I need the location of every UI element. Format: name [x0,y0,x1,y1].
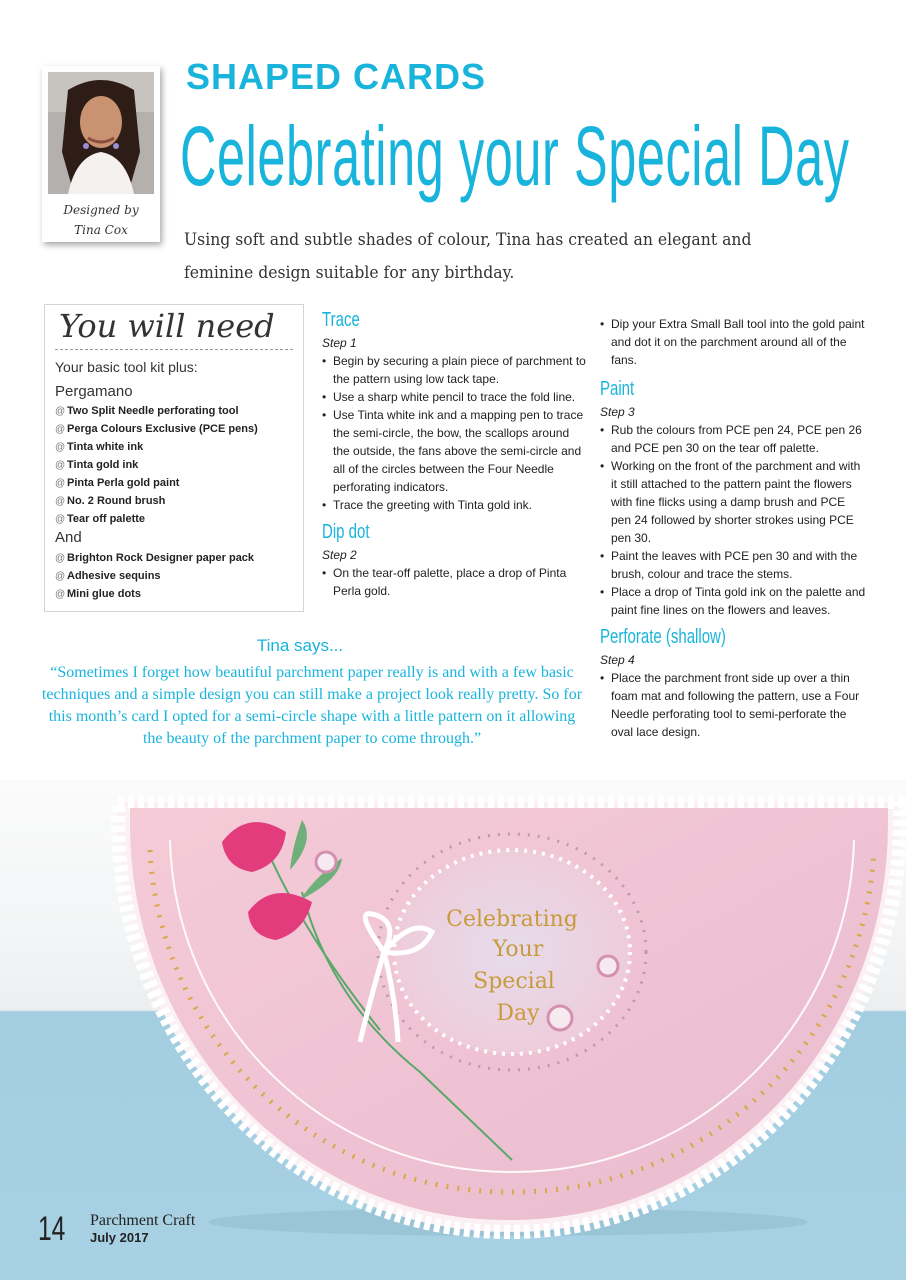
list-item: @ Two Split Needle perforating tool [55,402,258,420]
greeting-line: Special [473,969,555,994]
list-item: • Use Tinta white ink and a mapping pen to trace the semi-circle, the bow, the scallops around the outside, the fans above the semi-circle and all of the circles between the Four Needle perforating indicators. [322,406,588,496]
list-item: • Rub the colours from PCE pen 24, PCE pen 26 and PCE pen 30 on the tear off palette. [600,421,866,457]
dip-dot-steps [322,564,588,600]
tina-says-quote: “Sometimes I forget how beautiful parchment paper really is and with a few basic techniques and a simple design you can still make a project look really pretty. So for this month’s card I opted for a semi-circle shape with a little pattern on it allowing the beauty of the parchment paper to come through.” [41,664,583,747]
page-title: Celebrating your Special Day [180,109,850,203]
list-item: • Paint the leaves with PCE pen 30 and with the brush, colour and trace the stems. [600,547,866,583]
at-icon: @ [55,460,66,471]
section-heading-trace: Trace [322,309,360,331]
step-label: Step 1 [322,336,357,350]
at-icon: @ [55,571,66,582]
list-item: • On the tear-off palette, place a drop of Pinta Perla gold. [322,564,588,600]
list-item: @ Tinta white ink [55,438,258,456]
card-photo [0,780,906,1280]
section-heading-paint: Paint [600,378,635,400]
materials-list [55,402,258,528]
divider [55,349,293,350]
materials-list [55,549,254,603]
designer-credit [42,200,160,240]
you-will-need-box [44,304,304,612]
you-will-need-intro: Your basic tool kit plus: [55,359,198,375]
list-item: @ Tinta gold ink [55,456,258,474]
list-item: • Working on the front of the parchment and with it still attached to the pattern paint the flowers with fine flicks using a damp brush and PCE pen 24 followed by shorter strokes using PCE pen 30. [600,457,866,547]
greeting-line: Celebrating [446,907,578,932]
step-label: Step 2 [322,548,357,562]
list-item: @ Adhesive sequins [55,567,254,585]
section-heading-dip-dot: Dip dot [322,521,370,543]
sequin [316,852,336,872]
list-item: @ Mini glue dots [55,585,254,603]
at-icon: @ [55,442,66,453]
list-item: • Place the parchment front side up over a thin foam mat and following the pattern, use a Four Needle perforating tool to semi-perforate the oval lace design. [600,669,866,741]
designer-name: Tina Cox [74,223,128,237]
list-item: @ Perga Colours Exclusive (PCE pens) [55,420,258,438]
at-icon: @ [55,553,66,564]
greeting-line: Day [496,1001,540,1026]
dip-dot-steps-continued [600,315,866,369]
section-heading-perforate: Perforate (shallow) [600,626,726,648]
at-icon: @ [55,406,66,417]
list-item: @ Tear off palette [55,510,258,528]
sequin [548,1006,572,1030]
intro-text: Using soft and subtle shades of colour, Tina has created an elegant and feminine design suitable for any birthday. [184,230,752,283]
list-item: • Begin by securing a plain piece of parchment to the pattern using low tack tape. [322,352,588,388]
page-number: 14 [38,1210,66,1248]
instructions-column-1 [322,306,588,600]
list-item: @ Brighton Rock Designer paper pack [55,549,254,567]
tina-says-heading: Tina says... [256,636,344,655]
step-label: Step 4 [600,653,635,667]
list-item: • Use a sharp white pencil to trace the fold line. [322,388,588,406]
greeting-line: Your [492,937,544,962]
section-label: SHAPED CARDS [186,56,487,97]
paint-steps [600,421,866,619]
designer-portrait [42,66,160,242]
instructions-column-2 [600,315,866,741]
designer-photo [48,72,154,194]
list-item: • Place a drop of Tinta gold ink on the palette and paint fine lines on the flowers and leaves. [600,583,866,619]
step-label: Step 3 [600,405,635,419]
materials-group-heading: And [55,529,82,546]
magazine-issue: July 2017 [90,1230,149,1245]
list-item: • Dip your Extra Small Ball tool into the gold paint and dot it on the parchment around all of the fans. [600,315,866,369]
materials-group-heading: Pergamano [55,383,133,400]
perforate-steps [600,669,866,741]
at-icon: @ [55,478,66,489]
you-will-need-title: You will need [59,307,275,345]
designer-label: Designed by [63,203,139,217]
list-item: @ Pinta Perla gold paint [55,474,258,492]
sequin [598,956,618,976]
at-icon: @ [55,496,66,507]
at-icon: @ [55,514,66,525]
at-icon: @ [55,424,66,435]
list-item: @ No. 2 Round brush [55,492,258,510]
card-illustration [0,780,906,1280]
at-icon: @ [55,589,66,600]
trace-steps [322,352,588,514]
list-item: • Trace the greeting with Tinta gold ink. [322,496,588,514]
magazine-name: Parchment Craft [90,1212,196,1229]
